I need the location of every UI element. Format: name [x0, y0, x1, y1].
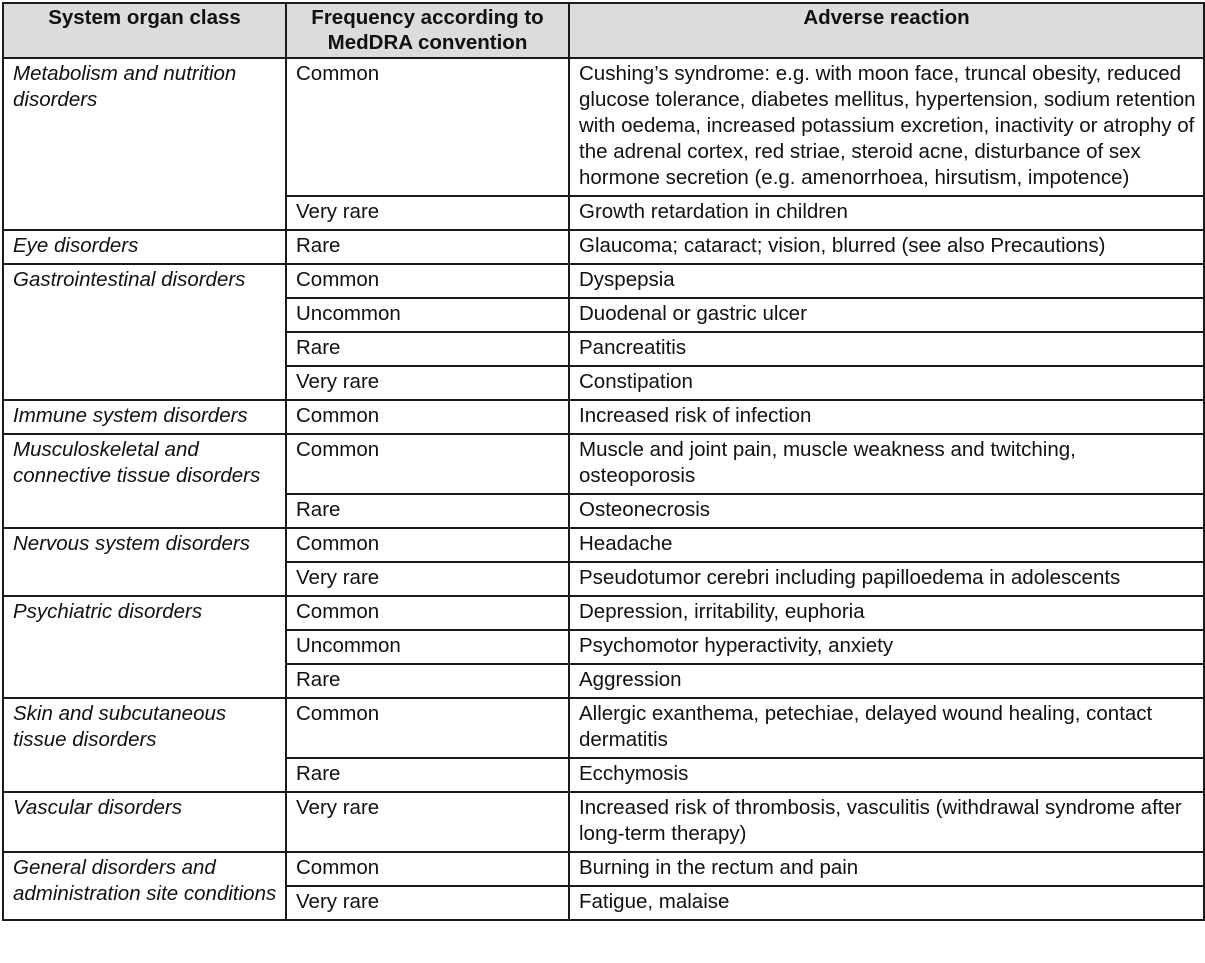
adverse-reaction-cell: Fatigue, malaise [569, 886, 1204, 920]
frequency-cell: Common [286, 400, 569, 434]
adverse-reaction-cell: Dyspepsia [569, 264, 1204, 298]
frequency-cell: Rare [286, 758, 569, 792]
system-organ-class-cell: Psychiatric disorders [3, 596, 286, 698]
frequency-cell: Uncommon [286, 298, 569, 332]
adverse-reactions-table [2, 2, 1205, 921]
adverse-reaction-cell: Increased risk of thrombosis, vasculitis (withdrawal syndrome after long-term therapy) [569, 792, 1204, 852]
system-organ-class-cell: Eye disorders [3, 230, 286, 264]
frequency-cell: Common [286, 528, 569, 562]
system-organ-class-cell: Musculoskeletal and connective tissue disorders [3, 434, 286, 528]
frequency-cell: Common [286, 852, 569, 886]
system-organ-class-cell: General disorders and administration site conditions [3, 852, 286, 920]
frequency-cell: Common [286, 58, 569, 196]
adverse-reaction-cell: Muscle and joint pain, muscle weakness and twitching, osteoporosis [569, 434, 1204, 494]
frequency-cell: Common [286, 434, 569, 494]
table-row [3, 58, 1204, 196]
table-row [3, 230, 1204, 264]
adverse-reaction-cell: Headache [569, 528, 1204, 562]
table-row [3, 596, 1204, 630]
frequency-cell: Very rare [286, 792, 569, 852]
adverse-reaction-cell: Pseudotumor cerebri including papilloedema in adolescents [569, 562, 1204, 596]
frequency-cell: Rare [286, 230, 569, 264]
table-row [3, 792, 1204, 852]
system-organ-class-cell: Immune system disorders [3, 400, 286, 434]
table-header-row [3, 3, 1204, 58]
system-organ-class-cell: Skin and subcutaneous tissue disorders [3, 698, 286, 792]
header-system-organ-class: System organ class [3, 3, 286, 58]
adverse-reaction-cell: Constipation [569, 366, 1204, 400]
header-frequency: Frequency according to MedDRA convention [286, 3, 569, 58]
frequency-cell: Rare [286, 332, 569, 366]
adverse-reaction-cell: Increased risk of infection [569, 400, 1204, 434]
adverse-reaction-cell: Aggression [569, 664, 1204, 698]
table-body [3, 58, 1204, 920]
frequency-cell: Very rare [286, 366, 569, 400]
adverse-reaction-cell: Ecchymosis [569, 758, 1204, 792]
frequency-cell: Very rare [286, 562, 569, 596]
adverse-reaction-cell: Allergic exanthema, petechiae, delayed wound healing, contact dermatitis [569, 698, 1204, 758]
system-organ-class-cell: Nervous system disorders [3, 528, 286, 596]
table-row [3, 528, 1204, 562]
system-organ-class-cell: Vascular disorders [3, 792, 286, 852]
frequency-cell: Rare [286, 664, 569, 698]
table-row [3, 852, 1204, 886]
adverse-reaction-cell: Growth retardation in children [569, 196, 1204, 230]
system-organ-class-cell: Metabolism and nutrition disorders [3, 58, 286, 230]
frequency-cell: Uncommon [286, 630, 569, 664]
frequency-cell: Common [286, 264, 569, 298]
header-adverse-reaction: Adverse reaction [569, 3, 1204, 58]
system-organ-class-cell: Gastrointestinal disorders [3, 264, 286, 400]
table-row [3, 698, 1204, 758]
adverse-reaction-cell: Depression, irritability, euphoria [569, 596, 1204, 630]
adverse-reaction-cell: Duodenal or gastric ulcer [569, 298, 1204, 332]
adverse-reaction-cell: Psychomotor hyperactivity, anxiety [569, 630, 1204, 664]
adverse-reaction-cell: Cushing’s syndrome: e.g. with moon face, truncal obesity, reduced glucose tolerance, diabetes mellitus, hypertension, sodium retention with oedema, increased potassium excretion, inactivity or atrophy of the adrenal cortex, red striae, steroid acne, disturbance of sex hormone secretion (e.g. amenorrhoea, hirsutism, impotence) [569, 58, 1204, 196]
table-row [3, 434, 1204, 494]
frequency-cell: Common [286, 698, 569, 758]
adverse-reaction-cell: Burning in the rectum and pain [569, 852, 1204, 886]
table-row [3, 400, 1204, 434]
adverse-reaction-cell: Glaucoma; cataract; vision, blurred (see also Precautions) [569, 230, 1204, 264]
frequency-cell: Common [286, 596, 569, 630]
frequency-cell: Very rare [286, 196, 569, 230]
frequency-cell: Very rare [286, 886, 569, 920]
adverse-reaction-cell: Osteonecrosis [569, 494, 1204, 528]
frequency-cell: Rare [286, 494, 569, 528]
table-row [3, 264, 1204, 298]
adverse-reaction-cell: Pancreatitis [569, 332, 1204, 366]
